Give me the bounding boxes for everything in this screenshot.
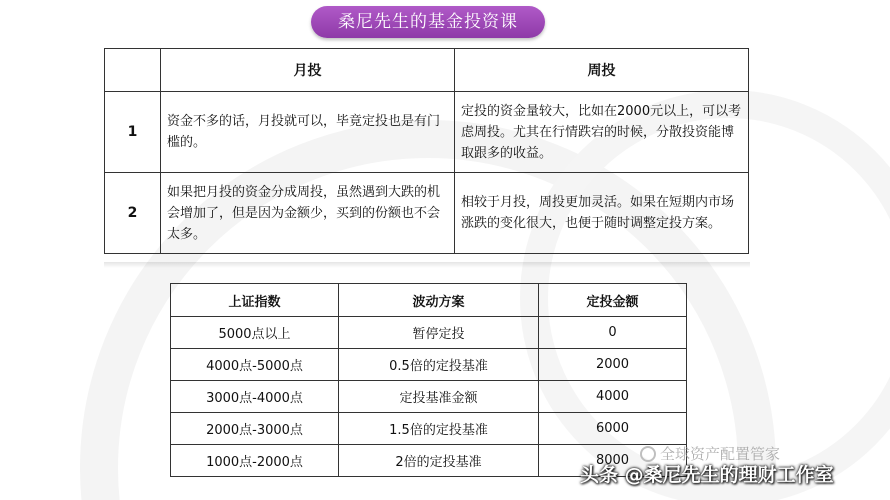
- monthly-cell: 资金不多的话，月投就可以，毕竟定投也是有门槛的。: [161, 92, 455, 173]
- index-range-cell: 4000点-5000点: [171, 349, 339, 381]
- header-cell-blank: [105, 49, 161, 92]
- plan-cell: 2倍的定投基准: [339, 445, 539, 477]
- amount-cell: 8000: [539, 445, 687, 477]
- page-title: 桑尼先生的基金投资课: [311, 6, 545, 38]
- index-range-cell: 3000点-4000点: [171, 381, 339, 413]
- amount-cell: 0: [539, 317, 687, 349]
- table-row: [171, 317, 687, 349]
- index-range-cell: 2000点-3000点: [171, 413, 339, 445]
- table-header-row: [171, 284, 687, 317]
- plan-cell: 1.5倍的定投基准: [339, 413, 539, 445]
- wechat-watermark-text: 全球资产配置管家: [660, 445, 781, 463]
- table-row: [105, 92, 749, 173]
- toutiao-watermark: 头条 @桑尼先生的理财工作室: [580, 464, 834, 486]
- weekly-cell: 相较于月投，周投更加灵活。如果在短期内市场涨跌的变化很大，也便于随时调整定投方案。: [455, 173, 749, 254]
- table-row: [171, 349, 687, 381]
- header-cell-index: 上证指数: [171, 284, 339, 317]
- plan-cell: 定投基准金额: [339, 381, 539, 413]
- table-row: [105, 173, 749, 254]
- header-cell-plan: 波动方案: [339, 284, 539, 317]
- table-row: [171, 381, 687, 413]
- table-row: [171, 413, 687, 445]
- weekly-cell: 定投的资金量较大，比如在2000元以上，可以考虑周投。尤其在行情跌宕的时候，分散投资能博取跟多的收益。: [455, 92, 749, 173]
- table-shadow: [104, 262, 750, 268]
- plan-cell: 0.5倍的定投基准: [339, 349, 539, 381]
- index-range-cell: 5000点以上: [171, 317, 339, 349]
- amount-cell: 6000: [539, 413, 687, 445]
- table-header-row: [105, 49, 749, 92]
- row-number: 2: [105, 173, 161, 254]
- header-cell-amount: 定投金额: [539, 284, 687, 317]
- header-cell-weekly: 周投: [455, 49, 749, 92]
- amount-cell: 2000: [539, 349, 687, 381]
- monthly-weekly-comparison-table: [104, 48, 749, 254]
- amount-cell: 4000: [539, 381, 687, 413]
- plan-cell: 暂停定投: [339, 317, 539, 349]
- row-number: 1: [105, 92, 161, 173]
- header-cell-monthly: 月投: [161, 49, 455, 92]
- index-investment-plan-table: [170, 283, 687, 477]
- index-range-cell: 1000点-2000点: [171, 445, 339, 477]
- monthly-cell: 如果把月投的资金分成周投，虽然遇到大跌的机会增加了，但是因为金额少，买到的份额也不会太多。: [161, 173, 455, 254]
